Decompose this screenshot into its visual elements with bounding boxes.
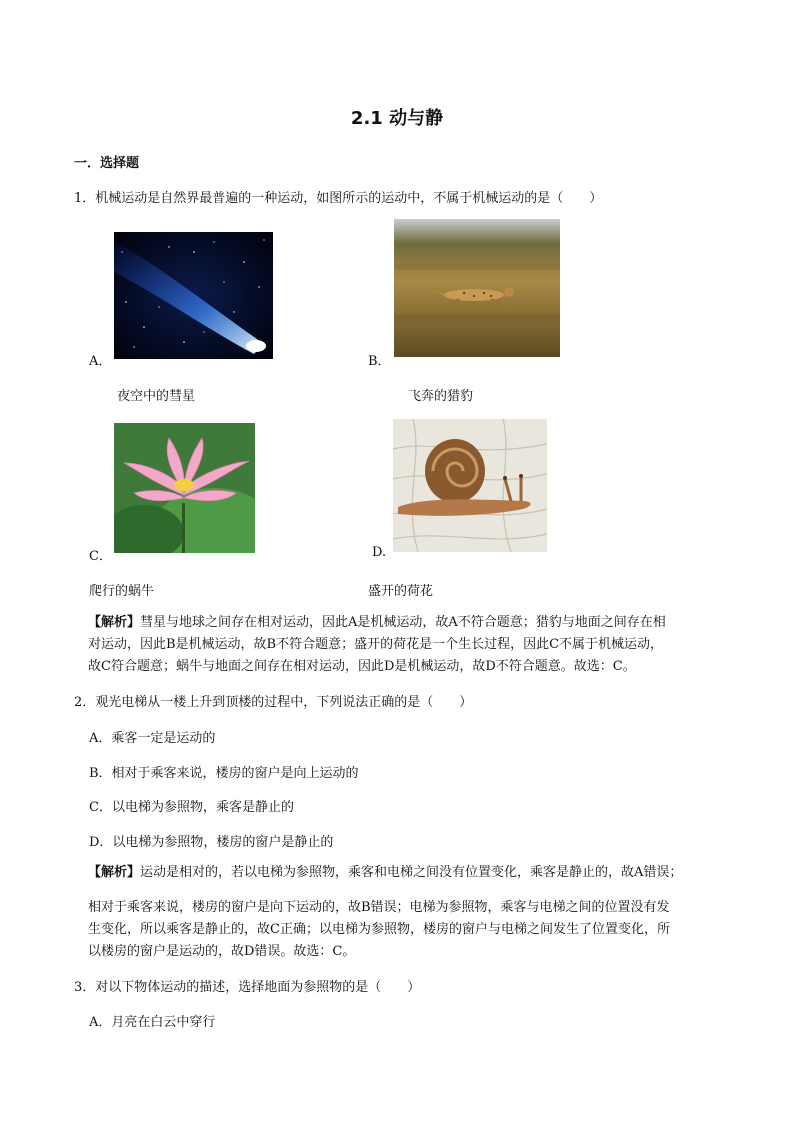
question-2-option-a: A．乘客一定是运动的: [89, 731, 216, 746]
question-3-stem: 3．对以下物体运动的描述，选择地面为参照物的是（ ）: [74, 980, 421, 995]
analysis-tag: 【解析】: [88, 615, 141, 630]
question-1-analysis: [88, 612, 728, 678]
question-2-analysis-first: 【解析】运动是相对的，若以电梯为参照物，乘客和电梯之间没有位置变化，乘客是静止的，故A错误；: [88, 865, 683, 880]
option-b-letter: B．: [368, 354, 391, 369]
analysis-line: 相对于乘客来说，楼房的窗户是向下运动的，故B错误；电梯为参照物，乘客与电梯之间的位置没有发: [88, 900, 670, 915]
analysis-line: 故C符合题意；蜗牛与地面之间存在相对运动，因此D是机械运动，故D不符合题意。故选：C。: [88, 659, 636, 674]
analysis-tag: 【解析】: [88, 865, 141, 880]
analysis-line: 生变化，所以乘客是静止的，故C正确；以电梯为参照物，楼房的窗户与电梯之间发生了位置变化，所: [88, 922, 670, 937]
page-title: 2.1 动与静: [350, 108, 444, 129]
question-2-option-b: B．相对于乘客来说，楼房的窗户是向上运动的: [89, 766, 359, 781]
option-a-letter: A．: [89, 354, 112, 369]
option-c-letter: C．: [89, 549, 112, 564]
option-d-letter: D.: [372, 545, 387, 560]
snail-photo-icon: [393, 419, 547, 552]
analysis-line: 对运动，因此B是机械运动，故B不符合题意；盛开的荷花是一个生长过程，因此C不属于机械运动，: [88, 637, 664, 652]
question-2-analysis: [88, 897, 728, 963]
option-c-caption: 爬行的蜗牛: [89, 584, 155, 599]
comet-photo-icon: [114, 232, 273, 359]
option-a-caption: 夜空中的彗星: [117, 389, 196, 404]
analysis-line: 【解析】彗星与地球之间存在相对运动，因此A是机械运动，故A不符合题意；猎豹与地面之间存在相: [88, 615, 666, 630]
analysis-line: 以楼房的窗户是运动的，故D错误。故选：C。: [88, 944, 356, 959]
question-2-option-c: C．以电梯为参照物，乘客是静止的: [89, 800, 294, 815]
question-3-option-a: A．月亮在白云中穿行: [89, 1015, 216, 1030]
question-1-stem: 1．机械运动是自然界最普遍的一种运动，如图所示的运动中，不属于机械运动的是（ ）: [74, 191, 603, 206]
lotus-photo-icon: [114, 423, 255, 553]
question-2-option-d: D．以电梯为参照物，楼房的窗户是静止的: [89, 835, 334, 850]
cheetah-photo-icon: [394, 219, 560, 357]
option-d-caption: 盛开的荷花: [368, 584, 434, 599]
question-2-stem: 2．观光电梯从一楼上升到顶楼的过程中，下列说法正确的是（ ）: [74, 695, 473, 710]
option-b-caption: 飞奔的猎豹: [408, 389, 474, 404]
section-heading: 一．选择题: [74, 156, 140, 171]
